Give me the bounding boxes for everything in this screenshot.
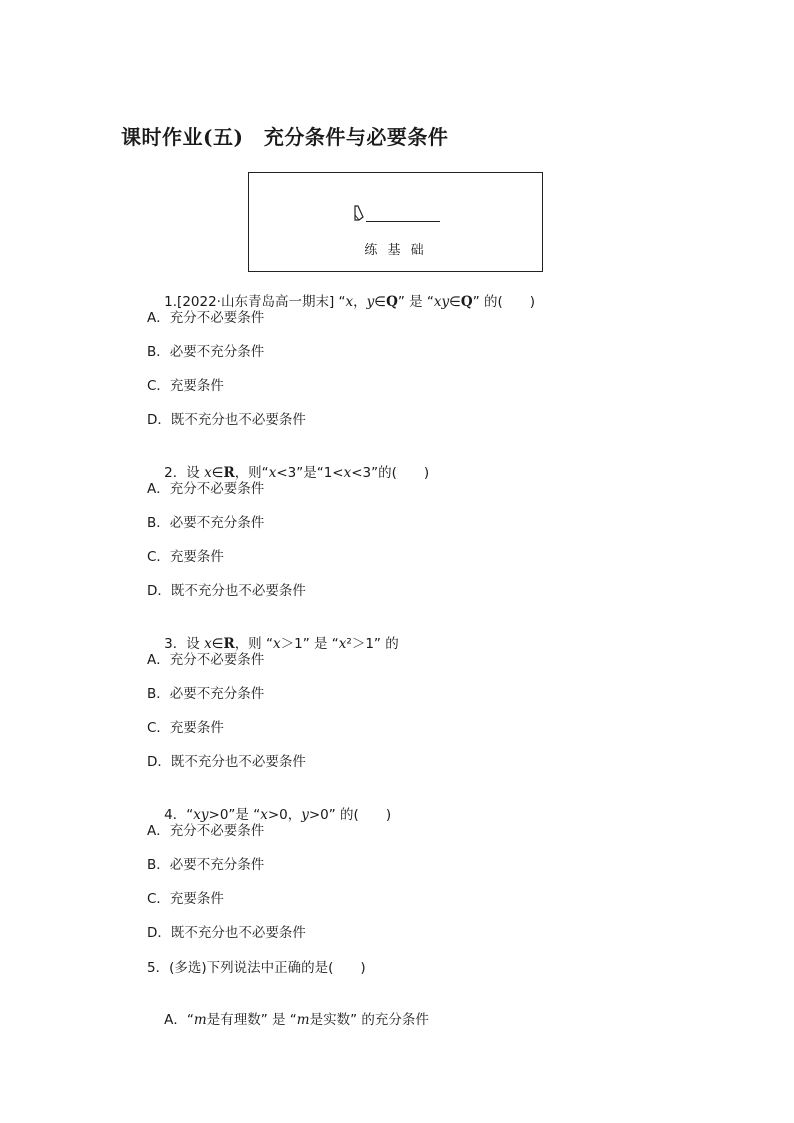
question-4-option-c: C．充要条件 <box>147 891 224 907</box>
var-x: x <box>343 465 352 481</box>
stem-text: <3”的( ) <box>351 465 430 481</box>
question-4-option-a: A．充分不必要条件 <box>147 823 265 839</box>
var-x: x <box>338 636 347 652</box>
section-label: 练 基 础 <box>364 243 427 258</box>
stem-text: ，则 “ <box>234 636 273 652</box>
set-q: Q <box>386 294 398 310</box>
page-title: 课时作业(五) 充分条件与必要条件 <box>121 125 449 149</box>
question-2-option-c: C．充要条件 <box>147 549 224 565</box>
set-r: R <box>223 465 235 481</box>
stem-text: >0” 的( ) <box>308 807 392 823</box>
stem-text: ∈ <box>211 465 224 481</box>
question-3-option-c: C．充要条件 <box>147 720 224 736</box>
question-5-stem: 5．(多选)下列说法中正确的是( ) <box>147 960 366 976</box>
stem-text: <3”是“1< <box>276 465 344 481</box>
stem-text: 4．“ <box>164 807 194 823</box>
question-2-option-b: B．必要不充分条件 <box>147 515 265 531</box>
stem-text: ∈ <box>374 294 387 310</box>
section-box <box>248 172 543 272</box>
stem-text: ” 的( ) <box>472 294 536 310</box>
stem-text: >0”是 “ <box>208 807 261 823</box>
var-x: x <box>268 465 277 481</box>
var-m: m <box>193 1012 207 1028</box>
var-xy: xy <box>193 807 209 823</box>
option-text: 是实数” 的充分条件 <box>309 1012 429 1028</box>
stem-text: ” 是 “ <box>397 294 434 310</box>
stem-text: ＞1” 是 “ <box>280 636 339 652</box>
var-x: x <box>260 807 268 823</box>
var-y: y <box>366 294 375 310</box>
set-q: Q <box>460 294 473 310</box>
question-1-option-a: A．充分不必要条件 <box>147 310 265 326</box>
option-text: A．“ <box>164 1012 194 1028</box>
stem-text: ²＞1” 的 <box>346 636 399 652</box>
question-3-option-d: D．既不充分也不必要条件 <box>147 754 306 770</box>
var-x: x <box>272 636 281 652</box>
question-2-option-d: D．既不充分也不必要条件 <box>147 583 306 599</box>
question-3-option-b: B．必要不充分条件 <box>147 686 265 702</box>
var-m: m <box>296 1012 310 1028</box>
pencil-icon <box>353 205 365 221</box>
question-4-option-b: B．必要不充分条件 <box>147 857 265 873</box>
stem-text: 2．设 <box>164 465 205 481</box>
question-5-option-a <box>147 993 429 1047</box>
stem-text: ，则“ <box>234 465 269 481</box>
var-xy: xy <box>433 294 450 310</box>
var-x: x <box>204 636 212 652</box>
question-1-option-d: D．既不充分也不必要条件 <box>147 412 306 428</box>
stem-text: 1.[2022·山东青岛高一期末] “ <box>164 294 346 310</box>
stem-text: ， <box>353 294 367 310</box>
question-1-option-c: C．充要条件 <box>147 378 224 394</box>
option-text: 是有理数” 是 “ <box>206 1012 297 1028</box>
stem-text: 3．设 <box>164 636 205 652</box>
question-3-option-a: A．充分不必要条件 <box>147 652 265 668</box>
stem-text: ∈ <box>449 294 461 310</box>
var-x: x <box>204 465 212 481</box>
stem-text: ∈ <box>211 636 224 652</box>
section-underline <box>366 221 440 222</box>
question-2-option-a: A．充分不必要条件 <box>147 481 265 497</box>
var-y: y <box>301 807 309 823</box>
stem-text: >0， <box>267 807 302 823</box>
var-x: x <box>345 294 354 310</box>
question-4-option-d: D．既不充分也不必要条件 <box>147 925 306 941</box>
set-r: R <box>223 636 235 652</box>
question-1-option-b: B．必要不充分条件 <box>147 344 265 360</box>
